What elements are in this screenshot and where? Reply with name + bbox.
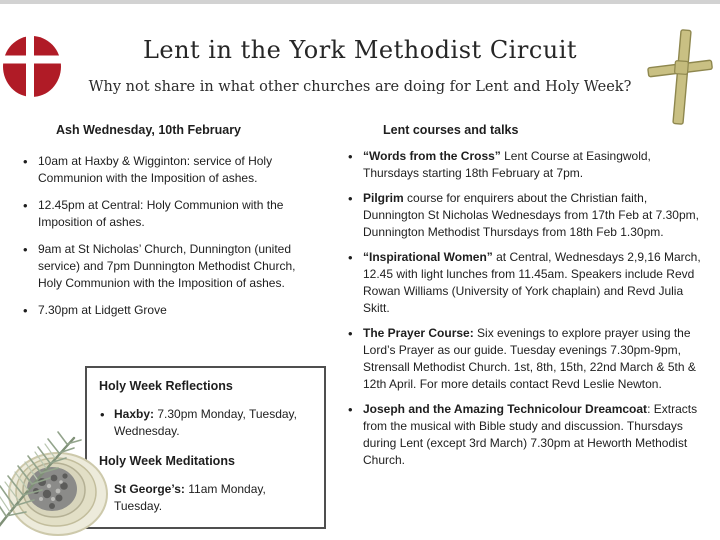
list-item xyxy=(22,302,314,319)
page-title: Lent in the York Methodist Circuit xyxy=(142,36,578,64)
list-item-text: 11am Monday, Tuesday. xyxy=(114,482,266,513)
list-item-lead: The Prayer Course: xyxy=(363,326,474,340)
list-item xyxy=(22,241,314,292)
list-item-lead: “Words from the Cross” xyxy=(363,149,501,163)
ash-bowl-with-branch-icon xyxy=(0,420,118,540)
list-item xyxy=(347,249,709,317)
page-subtitle: Why not share in what other churches are doing for Lent and Holy Week? xyxy=(88,79,632,95)
holy-week-meditations-heading: Holy Week Meditations xyxy=(99,454,235,468)
lent-courses-section xyxy=(347,122,709,477)
list-item xyxy=(99,481,314,515)
holy-week-meditations-list xyxy=(99,481,314,515)
lent-courses-list xyxy=(347,148,709,469)
list-item-text: Lent Course at Easingwold, Thursdays starting 18th February at 7pm. xyxy=(363,149,651,180)
wooden-cross-icon xyxy=(644,24,718,128)
list-item xyxy=(99,406,314,440)
list-item-lead: Haxby: xyxy=(114,407,155,421)
list-item-text: 10am at Haxby & Wigginton: service of Holy Communion with the Imposition of ashes. xyxy=(38,154,273,185)
list-item-text: : Extracts from the musical with Bible study and discussion. Thursdays during Lent (except 3rd March) 7.30pm at Heworth Methodist Church. xyxy=(363,402,698,467)
list-item-text: 7.30pm at Lidgett Grove xyxy=(38,303,167,317)
list-item xyxy=(347,325,709,393)
list-item xyxy=(22,197,314,231)
ash-wednesday-heading: Ash Wednesday, 10th February xyxy=(56,123,242,137)
ash-wednesday-section xyxy=(22,122,314,329)
list-item-lead: “Inspirational Women” xyxy=(363,250,493,264)
lent-courses-heading: Lent courses and talks xyxy=(383,123,519,137)
list-item-lead: Joseph and the Amazing Technicolour Dreamcoat xyxy=(363,402,648,416)
holy-week-reflections-heading: Holy Week Reflections xyxy=(99,379,233,393)
list-item-text: 9am at St Nicholas’ Church, Dunnington (united service) and 7pm Dunnington Methodist Church, Holy Communion with the Imposition of ashes. xyxy=(38,242,296,290)
list-item-text: course for enquirers about the Christian faith, Dunnington St Nicholas Wednesdays from 17th Feb at 7.30pm, Dunnington Methodist Thursdays from 18th Feb 1.30pm. xyxy=(363,191,699,239)
list-item xyxy=(347,190,709,241)
list-item-text: 12.45pm at Central: Holy Communion with the Imposition of ashes. xyxy=(38,198,284,229)
list-item-text: Six evenings to explore prayer using the Lord’s Prayer as our guide. Tuesday evenings 7.30pm-9pm, Strensall Methodist Church. 1st, 8th, 15th, 22nd March & 5th & 12th April. For more details contact Revd Leslie Newton. xyxy=(363,326,696,391)
list-item xyxy=(347,401,709,469)
holy-week-box xyxy=(85,366,326,529)
list-item-lead: Pilgrim xyxy=(363,191,404,205)
list-item xyxy=(347,148,709,182)
holy-week-reflections-list xyxy=(99,406,314,440)
ash-wednesday-list xyxy=(22,153,314,319)
list-item-lead: St George’s: xyxy=(114,482,185,496)
top-border-strip xyxy=(0,0,720,4)
list-item xyxy=(22,153,314,187)
list-item-text: at Central, Wednesdays 2,9,16 March, 12.45 with light lunches from 11.45am. Speakers include Revd Rowan Williams (University of York chaplain) and Revd Julia Skitt. xyxy=(363,250,701,315)
list-item-text: 7.30pm Monday, Tuesday, Wednesday. xyxy=(114,407,297,438)
